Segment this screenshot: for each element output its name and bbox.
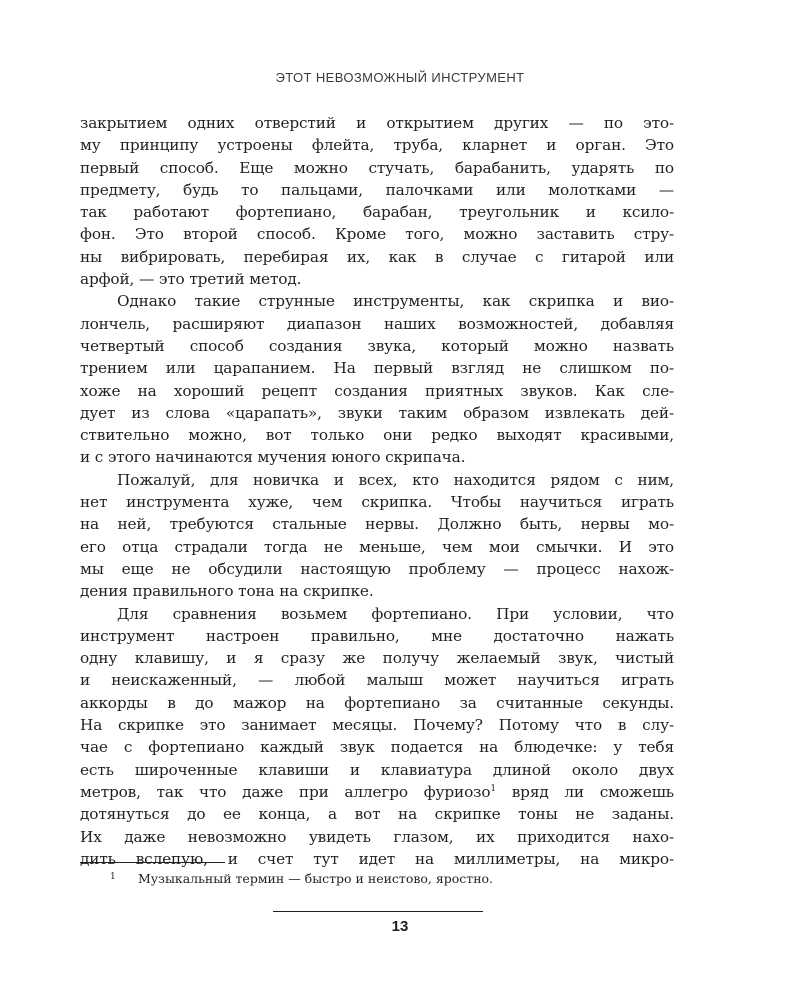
text-line-with-footnote bbox=[80, 781, 674, 803]
text-line: На скрипке это занимает месяцы. Почему? Потому что в слу- bbox=[80, 716, 674, 735]
text-line: его отца страдали тогда не меньше, чем мои смычки. И это bbox=[80, 537, 674, 556]
text-line: дует из слова «царапать», звуки таким образом извлекать дей- bbox=[80, 403, 674, 422]
text-fragment: вряд ли сможешь bbox=[495, 782, 674, 801]
text-line: первый способ. Еще можно стучать, барабанить, ударять по bbox=[80, 158, 674, 177]
footnote-text: Музыкальный термин — быстро и неистово, яростно. bbox=[138, 871, 494, 886]
text-line: Однако такие струнные инструменты, как скрипка и вио- bbox=[117, 292, 674, 311]
text-line: му принципу устроены флейта, труба, кларнет и орган. Это bbox=[80, 136, 674, 155]
text-line: есть широченные клавиши и клавиатура длиной около двух bbox=[80, 760, 674, 779]
text-line: лончель, расширяют диапазон наших возможностей, добавляя bbox=[80, 314, 674, 333]
text-line: так работают фортепиано, барабан, треугольник и ксило- bbox=[80, 203, 674, 222]
folio-divider bbox=[273, 911, 483, 912]
text-line: Пожалуй, для новичка и всех, кто находится рядом с ним, bbox=[117, 470, 674, 489]
text-fragment: метров, так что даже при аллегро фуриозо bbox=[80, 782, 491, 801]
text-line: одну клавишу, и я сразу же получу желаемый звук, чистый bbox=[80, 649, 674, 668]
text-line: предмету, будь то пальцами, палочками или молотками — bbox=[80, 180, 674, 199]
text-line: мы еще не обсудили настоящую проблему — процесс нахож- bbox=[80, 559, 674, 578]
text-line: ны вибрировать, перебирая их, как в случае с гитарой или bbox=[80, 247, 674, 266]
running-header: ЭТОТ НЕВОЗМОЖНЫЙ ИНСТРУМЕНТ bbox=[275, 70, 525, 85]
text-line: Для сравнения возьмем фортепиано. При условии, что bbox=[117, 604, 674, 623]
text-line: чае с фортепиано каждый звук подается на блюдечке: у тебя bbox=[80, 738, 674, 757]
text-line: арфой, — это третий метод. bbox=[80, 270, 302, 289]
text-line: на ней, требуются стальные нервы. Должно быть, нервы мо- bbox=[80, 515, 674, 534]
text-line: хоже на хороший рецепт создания приятных звуков. Как сле- bbox=[80, 381, 674, 400]
footnote-number: 1 bbox=[110, 872, 116, 882]
text-line: фон. Это второй способ. Кроме того, можно заставить стру- bbox=[80, 225, 674, 244]
text-line: закрытием одних отверстий и открытием других — по это- bbox=[80, 114, 674, 132]
text-line: и с этого начинаются мучения юного скрипача. bbox=[80, 448, 466, 467]
footnote-divider bbox=[80, 862, 225, 863]
footnote-reference: 1 bbox=[490, 783, 496, 794]
text-line: Их даже невозможно увидеть глазом, их приходится нахо- bbox=[80, 827, 674, 846]
body-text bbox=[80, 112, 674, 870]
text-line: нет инструмента хуже, чем скрипка. Чтобы научиться играть bbox=[80, 493, 674, 512]
text-line: и неискаженный, — любой малыш может научиться играть bbox=[80, 671, 674, 690]
text-line: четвертый способ создания звука, который можно назвать bbox=[80, 336, 674, 355]
text-line: инструмент настроен правильно, мне достаточно нажать bbox=[80, 626, 674, 645]
text-line: аккорды в до мажор на фортепиано за считанные секунды. bbox=[80, 693, 674, 712]
text-line: трением или царапанием. На первый взгляд не слишком по- bbox=[80, 359, 674, 378]
page-number: 13 bbox=[391, 918, 409, 935]
text-line: дить вслепую, и счет тут идет на миллиметры, на микро- bbox=[80, 849, 674, 868]
text-line: дотянуться до ее конца, а вот на скрипке тоны не заданы. bbox=[80, 805, 674, 824]
footnote bbox=[110, 868, 670, 888]
text-line: дения правильного тона на скрипке. bbox=[80, 582, 374, 601]
text-line: ствительно можно, вот только они редко выходят красивыми, bbox=[80, 426, 674, 445]
